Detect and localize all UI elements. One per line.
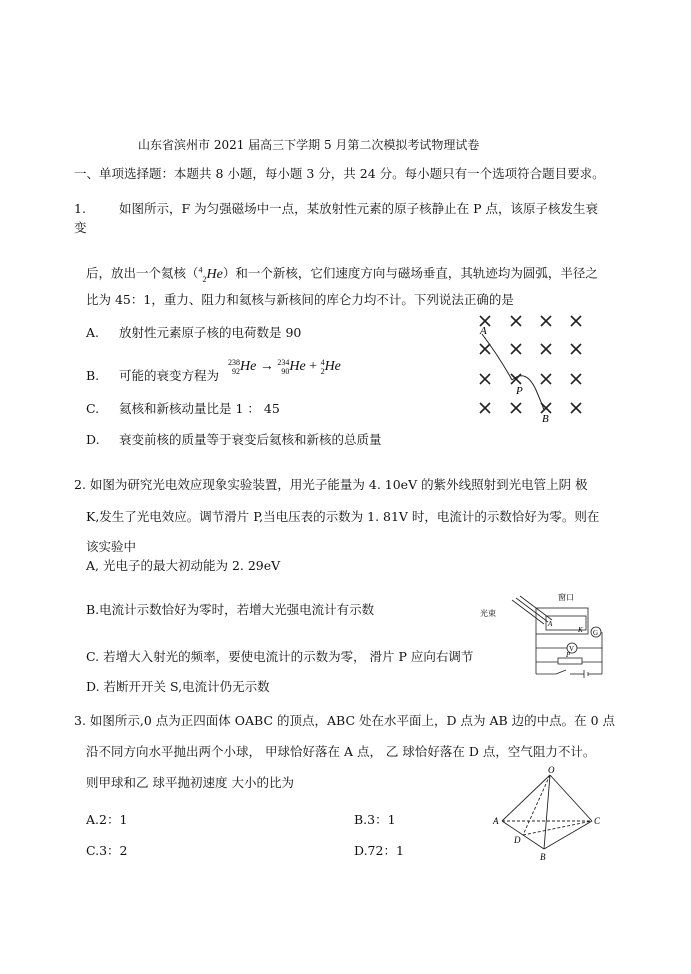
q2-stem-line2: K,发生了光电效应。调节滑片 P,当电压表的示数为 1. 81V 时，电流计的示数恰好为零。则在 [86,509,600,524]
q1-option-a-label: A. [86,325,100,340]
q1-stem-line2 [86,262,598,287]
q1-stem-line1-cont: 变 [74,220,87,235]
q2-option-b: B.电流计示数恰好为零时，若增大光强电流计有示数 [86,602,375,617]
label-b: B [540,852,546,862]
label-anode: A [548,620,553,628]
q3-stem-line2: 沿不同方向水平抛出两个小球， 甲球恰好落在 A 点， 乙 球恰好落在 D 点，空气阻力不计。 [86,744,596,759]
q3-stem-line1: 3. 如图所示,0 点为正四面体 OABC 的顶点，ABC 处在水平面上，D 点为 AB 边的中点。在 0 点 [74,713,616,728]
helium-notation: $^4_2$He [198,265,223,284]
decay-equation: 238 92 He → 234 90 He + 4 2 He [228,358,341,376]
page-title: 山东省滨州市 2021 届高三下学期 5 月第二次模拟考试物理试卷 [138,138,480,152]
label-a: A [480,325,487,337]
q1-option-d-label: D. [86,432,100,447]
cross [511,344,521,354]
q1-option-c-label: C. [86,401,100,416]
q3-option-a: A.2：1 [86,812,128,827]
segment-dc [523,821,592,835]
section-header: 一、单项选择题：本题共 8 小题，每小题 3 分，共 24 分。每小题只有一个选项符合题目要求。 [74,166,605,181]
label-slider: P [566,651,571,659]
label-a: A [493,816,499,826]
label-c: C [594,816,601,826]
q3-option-d: D.72：1 [354,843,404,858]
label-window: 窗口 [558,593,574,602]
edge-oc [550,775,592,821]
q2-stem-line3: 该实验中 [86,539,137,554]
cross [541,374,551,384]
cross [571,403,581,413]
label-galvanometer: G [593,629,599,637]
switch-s [556,670,566,674]
q1-option-c: 氦核和新核动量比是 1 ： 45 [119,401,280,416]
q1-option-b: 可能的衰变方程为 [119,368,220,383]
label-o: O [548,765,555,775]
label-p: P [516,385,523,397]
cross [571,344,581,354]
q1-option-b-label: B. [86,368,100,383]
tetrahedron-figure [490,765,610,865]
helium-track [482,334,512,380]
field-crosses [480,316,581,413]
photoelectric-apparatus-figure [480,588,615,693]
q3-option-b: B.3：1 [354,812,396,827]
q2-option-c: C. 若增大入射光的频率，要使电流计的示数为零， 滑片 P 应向右调节 [86,649,474,664]
q2-option-d: D. 若断开开关 S,电流计仍无示数 [86,679,270,694]
cross [541,344,551,354]
q1-option-d: 衰变前核的质量等于衰变后氦核和新核的总质量 [119,432,382,447]
cross [571,316,581,326]
q1-number: 1. [74,201,86,216]
q1-stem-line2-post: ）和一个新核，它们速度方向与磁场垂直，其轨迹均为圆弧，半径之 [222,265,598,281]
light-beam-line [512,600,544,624]
light-beam-line [516,598,548,622]
cross [571,374,581,384]
q1-stem-line2-pre: 后，放出一个氦核（ [86,265,199,281]
q1-option-a: 放射性元素原子核的电荷数是 90 [119,325,302,340]
label-cathode: K [578,626,583,634]
cross [541,316,551,326]
edge-bc [544,821,592,849]
cross [511,403,521,413]
q3-stem-line3: 则甲球和乙 球平抛初速度 大小的比为 [86,775,294,790]
q1-stem-line1: 如图所示，F 为匀强磁场中一点，某放射性元素的原子核静止在 P 点，该原子核发生衰 [119,201,599,216]
cross [480,344,490,354]
edge-oa [502,775,550,821]
label-voltmeter: V [569,645,575,653]
label-d: D [514,835,521,845]
label-beam: 光束 [480,609,496,618]
magnetic-field-figure [470,308,600,428]
q2-option-a: A, 光电子的最大初动能为 2. 29eV [86,558,281,573]
q1-stem-line3: 比为 45：1，重力、阻力和氦核与新核间的库仑力均不计。下列说法正确的是 [86,292,514,307]
cross [480,403,490,413]
label-b: B [542,413,549,425]
cross [480,374,490,384]
cross [511,316,521,326]
q3-option-c: C.3：2 [86,843,128,858]
q2-stem-line1: 2. 如图为研究光电效应现象实验装置，用光子能量为 4. 10eV 的紫外线照射到光电管上阴 极 [74,477,588,492]
